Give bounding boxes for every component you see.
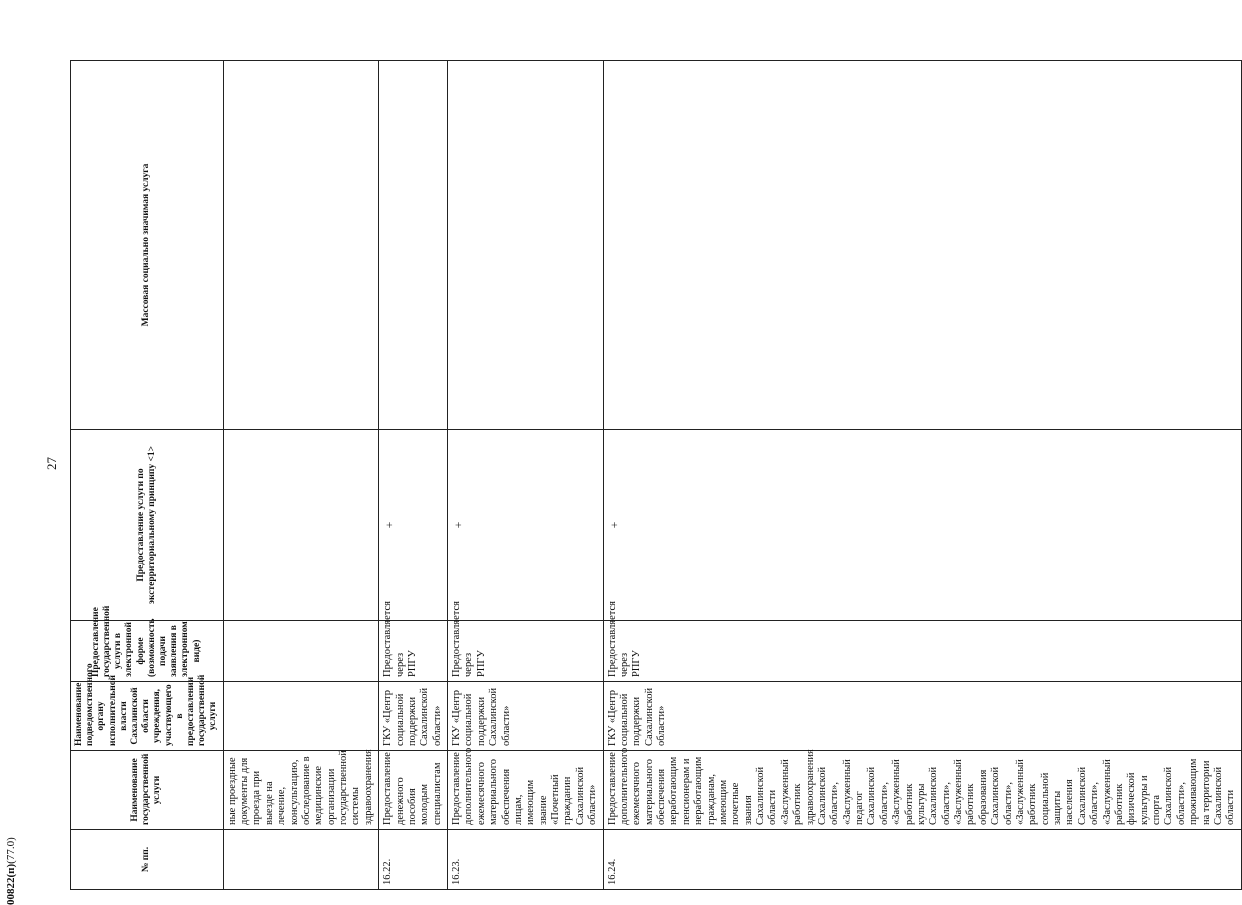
header-agency: Наименование подведомственного органу исполнительной власти Сахалинской области учреждения, участвующего в предоставлении государственной услуги bbox=[71, 682, 224, 751]
header-mass: Массовая социально значимая услуга bbox=[71, 61, 224, 430]
services-table bbox=[70, 60, 1242, 890]
header-electronic: Предоставление государственной услуги в электронной форме (возможность подачи заявления в электронном виде) bbox=[71, 621, 224, 682]
cell-agency: ГКУ «Центр социальной поддержки Сахалинской области» bbox=[603, 682, 1241, 751]
cell-name: Предоставление дополнительного ежемесячного материального обеспечения лицам, имеющим звание «Почетный гражданин Сахалинской области» bbox=[448, 751, 604, 830]
cell-electronic bbox=[223, 621, 379, 682]
page-number: 27 bbox=[44, 457, 59, 470]
table-header-row bbox=[71, 61, 224, 890]
table-row bbox=[223, 61, 379, 890]
cell-num: 16.23. bbox=[448, 830, 604, 890]
services-table-container bbox=[70, 60, 1237, 890]
document-code bbox=[5, 785, 17, 905]
cell-extraterritorial: + bbox=[603, 430, 1241, 621]
cell-extraterritorial: + bbox=[379, 430, 448, 621]
cell-name: Предоставление денежного пособия молодым специалистам bbox=[379, 751, 448, 830]
document-code-suffix: (77.0) bbox=[5, 837, 17, 864]
cell-num: 16.22. bbox=[379, 830, 448, 890]
table-row bbox=[379, 61, 448, 890]
cell-extraterritorial: + bbox=[448, 430, 604, 621]
cell-agency bbox=[223, 682, 379, 751]
cell-mass bbox=[379, 61, 448, 430]
cell-num bbox=[223, 830, 379, 890]
header-extraterritorial: Предоставление услуги по экстерриториальному принципу <1> bbox=[71, 430, 224, 621]
cell-electronic: Предоставляется через РПГУ bbox=[448, 621, 604, 682]
cell-mass bbox=[603, 61, 1241, 430]
header-name: Наименование государственной услуги bbox=[71, 751, 224, 830]
cell-mass bbox=[223, 61, 379, 430]
cell-name: Предоставление дополнительного ежемесячного материального обеспечения неработающим пенсионерам и неработающим гражданам, имеющим почетные звания Сахалинской области «Заслуженный работник здравоохранения Сахалинской области», «Заслуженный педагог Сахалинской области», «Заслуженный работник культуры Сахалинской области», «Заслуженный работник образования Сахалинской области», «Заслуженный работник социальной защиты населения Сахалинской области», «Заслуженный работник физической культуры и спорта Сахалинской области», проживающим на территории Сахалинской области bbox=[603, 751, 1241, 830]
table-row bbox=[448, 61, 604, 890]
cell-electronic: Предоставляется через РПГУ bbox=[379, 621, 448, 682]
header-num: № пп. bbox=[71, 830, 224, 890]
cell-agency: ГКУ «Центр социальной поддержки Сахалинской области» bbox=[448, 682, 604, 751]
cell-mass bbox=[448, 61, 604, 430]
cell-name: ные проездные документы для проезда при выезде на лечение, консультацию, обследование в медицинские организации государственной системы здравоохранения bbox=[223, 751, 379, 830]
cell-agency: ГКУ «Центр социальной поддержки Сахалинской области» bbox=[379, 682, 448, 751]
cell-num: 16.24. bbox=[603, 830, 1241, 890]
table-row bbox=[603, 61, 1241, 890]
document-code-main: 00822(п) bbox=[5, 863, 17, 905]
cell-electronic: Предоставляется через РПГУ bbox=[603, 621, 1241, 682]
cell-extraterritorial bbox=[223, 430, 379, 621]
